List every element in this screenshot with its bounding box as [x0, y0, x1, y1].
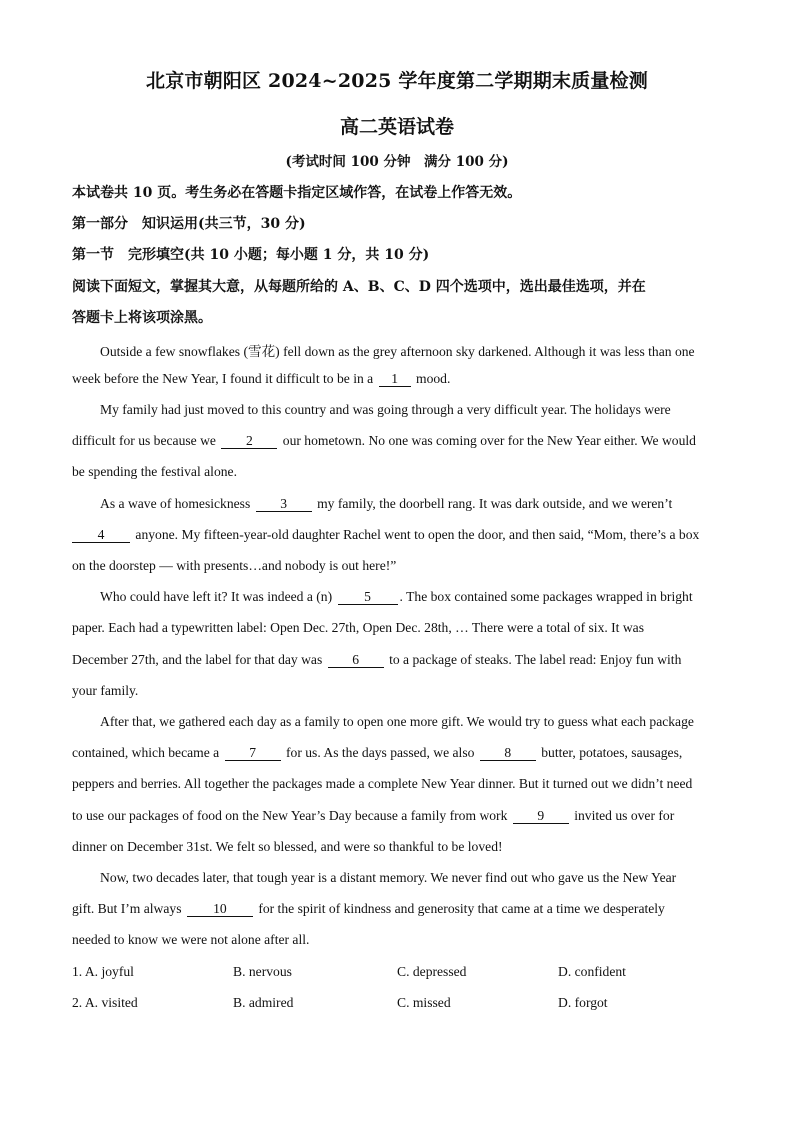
section-heading: 第一节 完形填空(共 10 小题；每小题 1 分，共 10 分) — [72, 247, 430, 263]
passage-line: Outside a few snowflakes (雪花) fell down as the grey afternoon sky darkened. Although it was less than one — [100, 344, 695, 359]
blank-7: 7 — [225, 746, 281, 761]
pages-note: 本试卷共 10 页。考生务必在答题卡指定区域作答，在试卷上作答无效。 — [72, 185, 522, 201]
passage-line — [72, 652, 724, 668]
passage-text: difficult for us because we — [72, 433, 216, 448]
passage-line — [72, 745, 724, 761]
blank-3: 3 — [256, 497, 312, 512]
blank-9: 9 — [513, 809, 569, 824]
passage-line — [100, 496, 724, 512]
blank-6: 6 — [328, 653, 384, 668]
passage-text: for the spirit of kindness and generosity that came at a time we desperately — [258, 901, 665, 916]
passage-line: Now, two decades later, that tough year is a distant memory. We never find out who gave us the New Year — [100, 870, 677, 885]
directions-line-1: 阅读下面短文，掌握其大意，从每题所给的 A、B、C、D 四个选项中，选出最佳选项，并在 — [72, 279, 646, 295]
passage-line — [72, 808, 724, 824]
passage-text: to a package of steaks. The label read: Enjoy fun with — [389, 652, 682, 667]
passage-line: paper. Each had a typewritten label: Open Dec. 27th, Open Dec. 28th, … There were a total of six. It was — [72, 620, 644, 635]
passage-line — [72, 371, 724, 387]
passage-line: peppers and berries. All together the packages made a complete New Year dinner. But it turned out we didn’t need — [72, 776, 693, 791]
blank-5: 5 — [338, 590, 398, 605]
exam-subtitle: 高二英语试卷 — [339, 116, 454, 138]
blank-8: 8 — [480, 746, 536, 761]
directions-line-2: 答题卡上将该项涂黑。 — [72, 310, 212, 326]
passage-text: butter, potatoes, sausages, — [541, 745, 683, 760]
option-c[interactable]: C. depressed — [397, 964, 467, 979]
passage-line: on the doorstep — with presents…and nobody is out here!” — [72, 558, 397, 573]
question-2-options — [72, 995, 724, 1013]
passage-text: Who could have left it? It was indeed a (n) — [100, 589, 333, 604]
blank-4: 4 — [72, 528, 130, 543]
passage-line: needed to know we were not alone after all. — [72, 932, 310, 947]
option-d[interactable]: D. confident — [558, 964, 626, 979]
passage-text: invited us over for — [574, 808, 675, 823]
passage-line: After that, we gathered each day as a family to open one more gift. We would try to guess what each package — [100, 714, 694, 729]
passage-line — [72, 527, 724, 543]
passage-text: As a wave of homesickness — [100, 496, 251, 511]
part-heading: 第一部分 知识运用(共三节，30 分) — [72, 216, 306, 232]
blank-10: 10 — [187, 902, 253, 917]
option-b[interactable]: B. admired — [233, 995, 294, 1010]
exam-title: 北京市朝阳区 2024~2025 学年度第二学期期末质量检测 — [146, 70, 648, 92]
passage-text: to use our packages of food on the New Year’s Day because a family from work — [72, 808, 508, 823]
passage-text: anyone. My fifteen-year-old daughter Rachel went to open the door, and then said, “Mom, there’s a box — [135, 527, 700, 542]
passage-text: December 27th, and the label for that day was — [72, 652, 323, 667]
option-c[interactable]: C. missed — [397, 995, 451, 1010]
blank-2: 2 — [221, 434, 277, 449]
passage-line: be spending the festival alone. — [72, 464, 237, 479]
option-b[interactable]: B. nervous — [233, 964, 292, 979]
passage-text: contained, which became a — [72, 745, 220, 760]
passage-text: our hometown. No one was coming over for the New Year either. We would — [282, 433, 696, 448]
passage-line: dinner on December 31st. We felt so blessed, and were so thankful to be loved! — [72, 839, 503, 854]
blank-1: 1 — [379, 372, 411, 387]
passage-text: for us. As the days passed, we also — [286, 745, 475, 760]
option-a[interactable]: 2. A. visited — [72, 995, 138, 1010]
question-1-options — [72, 964, 724, 982]
passage-line: My family had just moved to this country and was going through a very difficult year. The holidays were — [100, 402, 671, 417]
passage-text: mood. — [416, 371, 451, 386]
passage-line — [72, 901, 724, 917]
passage-text: gift. But I’m always — [72, 901, 182, 916]
option-d[interactable]: D. forgot — [558, 995, 608, 1010]
passage-text: week before the New Year, I found it difficult to be in a — [72, 371, 374, 386]
passage-text: my family, the doorbell rang. It was dark outside, and we weren’t — [317, 496, 673, 511]
passage-line: your family. — [72, 683, 139, 698]
passage-line — [100, 589, 724, 605]
passage-text: . The box contained some packages wrapped in bright — [399, 589, 693, 604]
exam-time-info: (考试时间 100 分钟 满分 100 分) — [285, 154, 509, 170]
passage-line — [72, 433, 724, 449]
option-a[interactable]: 1. A. joyful — [72, 964, 134, 979]
